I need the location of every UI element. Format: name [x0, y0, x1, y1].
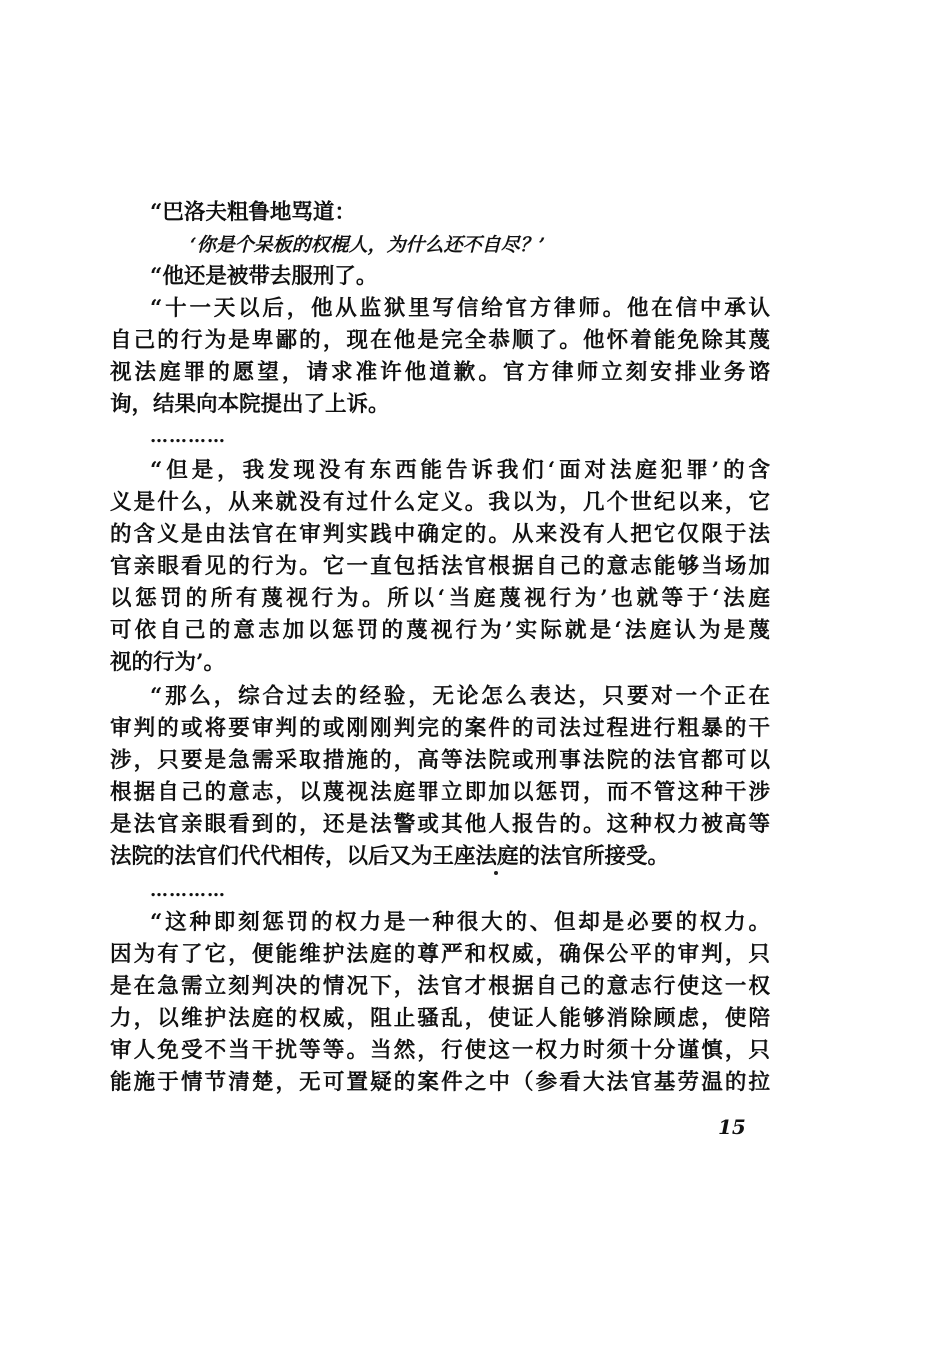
paragraph-line: 是法官亲眼看到的，还是法警或其他人报告的。这种权力被高等: [110, 812, 770, 837]
paragraph-line: 因为有了它，便能维护法庭的尊严和权威，确保公平的审判，只: [110, 942, 770, 967]
paragraph-line: 自己的行为是卑鄙的，现在他是完全恭顺了。他怀着能免除其蔑: [110, 328, 770, 353]
paragraph-line: 视的行为’。: [110, 650, 225, 675]
paragraph-line: 涉，只要是急需采取措施的，高等法院或刑事法院的法官都可以: [110, 748, 770, 773]
paragraph-line: 审判的或将要审判的或刚刚判完的案件的司法过程进行粗暴的干: [110, 716, 770, 741]
paragraph-line: 询，结果向本院提出了上诉。: [110, 392, 390, 417]
paragraph-line: 官亲眼看见的行为。它一直包括法官根据自己的意志能够当场加: [110, 554, 770, 579]
paragraph-line: “十一天以后，他从监狱里写信给官方律师。他在信中承认: [150, 296, 770, 321]
paragraph-line: 视法庭罪的愿望，请求准许他道歉。官方律师立刻安排业务谘: [110, 360, 770, 385]
paragraph-line: 法院的法官们代代相传，以后又为王座法庭的法官所接受。: [110, 844, 670, 869]
paragraph-line: 能施于情节清楚，无可置疑的案件之中（参看大法官基劳温的拉: [110, 1070, 770, 1095]
paragraph-line: 是在急需立刻判决的情况下，法官才根据自己的意志行使这一权: [110, 974, 770, 999]
ellipsis-separator: …………: [150, 426, 226, 447]
paragraph-line: 义是什么，从来就没有过什么定义。我以为，几个世纪以来，它: [110, 490, 770, 515]
ellipsis-separator: …………: [150, 880, 226, 901]
paragraph-line: 力，以维护法庭的权威，阻止骚乱，使证人能够消除顾虑，使陪: [110, 1006, 770, 1031]
paragraph-line: “这种即刻惩罚的权力是一种很大的、但却是必要的权力。: [150, 910, 770, 935]
paragraph-line: “但是，我发现没有东西能告诉我们‘面对法庭犯罪’的含: [150, 458, 770, 483]
paragraph-line: 以惩罚的所有蔑视行为。所以‘当庭蔑视行为’也就等于‘法庭: [110, 586, 770, 611]
quoted-line: ‘你是个呆板的权棍人，为什么还不自尽？’: [190, 234, 546, 256]
paragraph-line: 根据自己的意志，以蔑视法庭罪立即加以惩罚，而不管这种干涉: [110, 780, 770, 805]
paragraph-line: “巴洛夫粗鲁地骂道：: [150, 200, 356, 225]
paragraph-line: “那么，综合过去的经验，无论怎么表达，只要对一个正在: [150, 684, 770, 709]
page-number: 15: [718, 1115, 746, 1139]
paragraph-line: 的含义是由法官在审判实践中确定的。从来没有人把它仅限于法: [110, 522, 770, 547]
paragraph-line: 审人免受不当干扰等等。当然，行使这一权力时须十分谨慎，只: [110, 1038, 770, 1063]
print-speck: [494, 871, 498, 875]
paragraph-line: 可依自己的意志加以惩罚的蔑视行为’实际就是‘法庭认为是蔑: [110, 618, 770, 643]
paragraph-line: “他还是被带去服刑了。: [150, 264, 378, 289]
